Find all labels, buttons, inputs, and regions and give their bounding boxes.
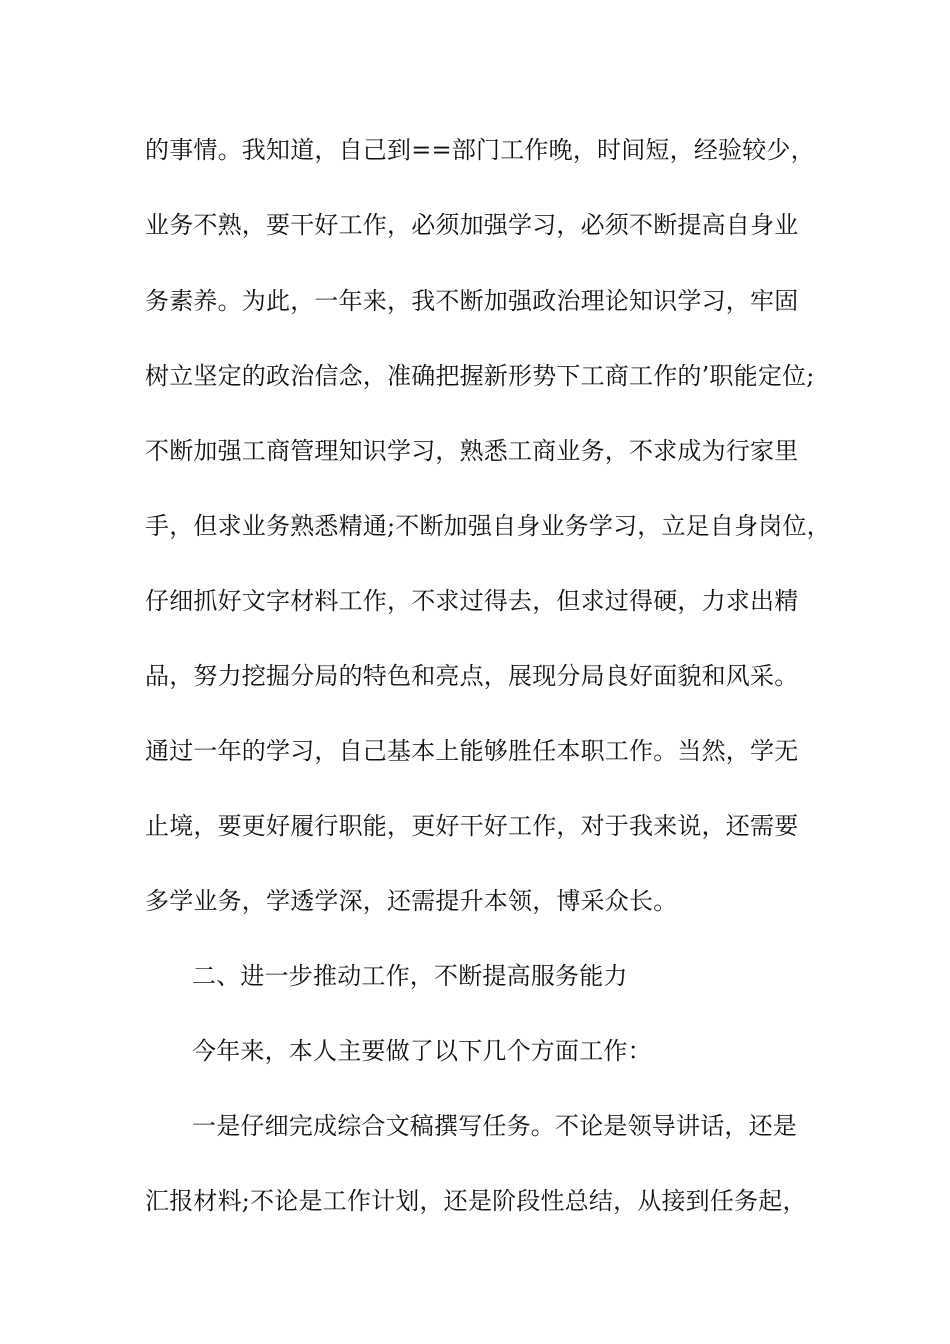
- text-line: 务素养。为此，一年来，我不断加强政治理论知识学习，牢固: [145, 287, 799, 315]
- text-line: 通过一年的学习，自己基本上能够胜任本职工作。当然，学无: [145, 737, 799, 765]
- text-line: 仔细抓好文字材料工作，不求过得去，但求过得硬，力求出精: [145, 587, 799, 615]
- text-line: 树立坚定的政治信念，准确把握新形势下工商工作的’职能定位;: [145, 362, 815, 390]
- text-line: 品，努力挖掘分局的特色和亮点，展现分局良好面貌和风采。: [145, 662, 799, 690]
- paragraph-line: 一是仔细完成综合文稿撰写任务。不论是领导讲话，还是: [192, 1112, 797, 1140]
- text-line: 的事情。我知道，自己到==部门工作晚，时间短，经验较少，: [145, 136, 815, 164]
- paragraph-line: 今年来，本人主要做了以下几个方面工作：: [192, 1037, 652, 1065]
- text-line: 不断加强工商管理知识学习，熟悉工商业务，不求成为行家里: [145, 437, 799, 465]
- text-line: 业务不熟，要干好工作，必须加强学习，必须不断提高自身业: [145, 211, 799, 239]
- text-line: 止境，要更好履行职能，更好干好工作，对于我来说，还需要: [145, 812, 799, 840]
- text-line: 手，但求业务熟悉精通;不断加强自身业务学习，立足自身岗位，: [145, 512, 831, 540]
- text-line: 汇报材料;不论是工作计划，还是阶段性总结，从接到任务起，: [145, 1187, 807, 1215]
- text-line: 多学业务，学透学深，还需提升本领，博采众长。: [145, 887, 678, 915]
- section-heading: 二、进一步推动工作，不断提高服务能力: [192, 962, 628, 990]
